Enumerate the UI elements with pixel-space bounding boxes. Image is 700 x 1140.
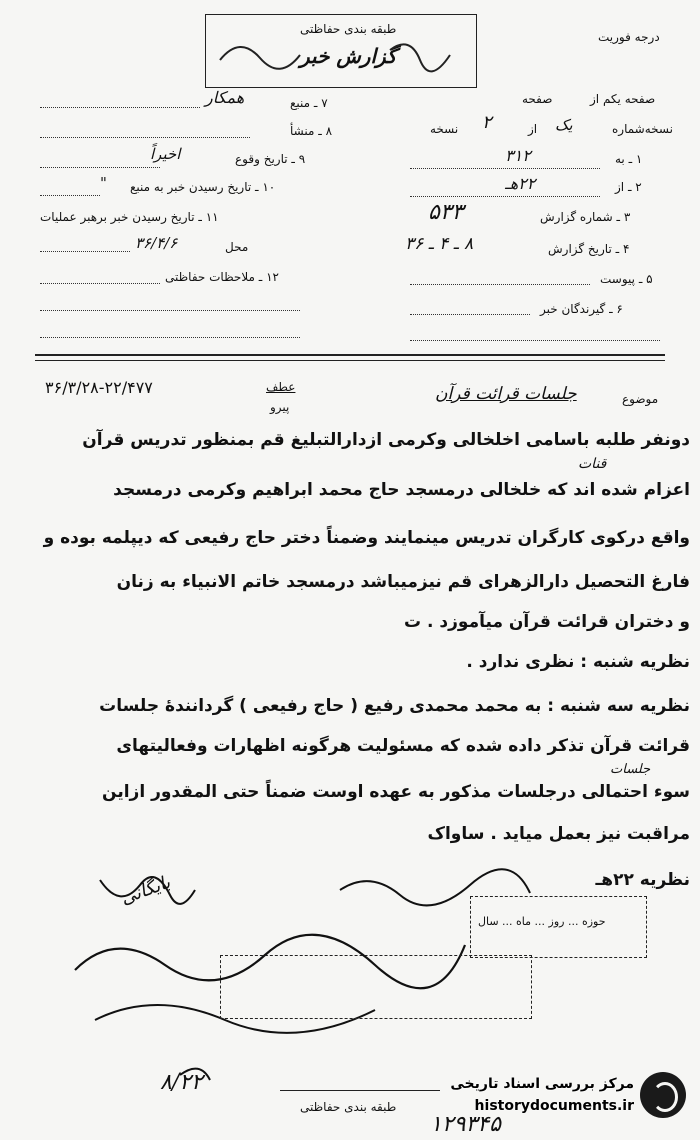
field-place-value: ۳۶/۴/۶ xyxy=(135,234,178,252)
footer-divider xyxy=(280,1090,440,1091)
body-line-4: فارغ التحصیل دارالزهرای قم نیزمیباشد درمسجد خاتم الانبیاء به زنان xyxy=(116,572,690,592)
opinion-tuesday-2: قرائت قرآن تذکر داده شده که مسئولیت هرگونه اظهارات وفعالیتهای xyxy=(116,736,690,756)
opinion-saturday: نظریه شنبه : نظری ندارد . xyxy=(466,652,690,672)
header-divider xyxy=(35,354,665,356)
document-number: ۱۲۹۳۴۵ xyxy=(430,1112,501,1137)
classification-label-top: طبقه بندی حفاظتی xyxy=(300,22,397,36)
page-label: صفحه یکم از xyxy=(590,92,656,106)
field-from-value: ۲۲هـ xyxy=(505,174,536,193)
field-leader-date-label: ۱۱ ـ تاریخ رسیدن خبر برهبر عملیات xyxy=(40,210,219,224)
priority-label: درجه فوریت xyxy=(598,30,660,44)
body-line-1: دونفر طلبه باسامی اخلخالی وکرمی ازدارالتبلیغ قم بمنظور تدریس قرآن xyxy=(82,430,690,450)
reference-label-bottom: پیرو xyxy=(270,400,290,414)
field-to-value: ۳۱۲ xyxy=(505,146,531,165)
insert-qanat: قنات xyxy=(578,456,607,472)
field-origin-label: ۸ ـ منشأ xyxy=(290,124,333,138)
field-source-date-value: " xyxy=(100,174,107,192)
insert-jalasat: جلسات xyxy=(610,762,651,777)
watermark xyxy=(420,1070,690,1130)
field-source-label: ۷ ـ منبع xyxy=(290,96,328,110)
page-suffix: صفحه xyxy=(522,92,553,106)
stamp-scribble xyxy=(210,30,470,80)
opinion-22h: نظریه ۲۲هـ xyxy=(595,870,690,890)
field-from-label: ۲ ـ از xyxy=(615,180,642,194)
field-to-label: ۱ ـ به xyxy=(615,152,643,166)
copy-value: یک xyxy=(555,116,573,134)
opinion-tuesday-3: سوء احتمالی درجلسات مذکور به عهده اوست ضمناً حتی المقدور ازاین xyxy=(102,782,690,802)
subject-value: جلسات قرائت قرآن xyxy=(435,384,577,404)
lower-stamp-box xyxy=(220,955,532,1019)
field-source-value: همکار xyxy=(205,88,245,107)
handwritten-note-archive: بایگانی xyxy=(117,871,174,910)
classification-label-bottom: طبقه بندی حفاظتی xyxy=(300,1100,397,1114)
watermark-title: مرکز بررسی اسناد تاریخی xyxy=(450,1076,634,1092)
watermark-url: historydocuments.ir xyxy=(474,1098,634,1114)
body-line-2: اعزام شده اند که خلخالی درمسجد حاج محمد ابراهیم وکرمی درمسجد xyxy=(113,480,690,500)
field-attachment-label: ۵ ـ پیوست xyxy=(600,272,653,286)
field-recipients-label: ۶ ـ گیرندگان خبر xyxy=(540,302,623,316)
reference-label-top: عطف xyxy=(266,380,296,394)
reference-number: ۳۶/۳/۲۸-۲۲/۴۷۷ xyxy=(45,378,153,397)
field-source-date-label: ۱۰ ـ تاریخ رسیدن خبر به منبع xyxy=(130,180,276,194)
copy-suffix: نسخه xyxy=(430,122,459,136)
field-event-date-label: ۹ ـ تاریخ وقوع xyxy=(235,152,306,166)
watermark-logo-inner xyxy=(652,1082,678,1112)
field-report-number-value: ۵۳۳ xyxy=(428,200,464,225)
subject-label: موضوع xyxy=(622,392,659,406)
body-line-5: و دختران قرائت قرآن میآموزد . ت xyxy=(404,612,690,632)
archive-stamp-text: حوزه‌ ... روز ... ماه ... سال xyxy=(478,915,606,928)
watermark-logo xyxy=(640,1072,686,1118)
field-report-date-label: ۴ ـ تاریخ گزارش xyxy=(548,242,630,256)
field-security-notes-label: ۱۲ ـ ملاحظات حفاظتی xyxy=(165,270,279,284)
field-place-label: محل xyxy=(225,240,249,254)
opinion-tuesday-1: نظریه سه شنبه : به محمد محمدی رفیع ( حاج رفیعی ) گردانندۀ جلسات xyxy=(99,696,690,716)
body-line-3: واقع درکوی کارگران تدریس مینمایند وضمناً دختر حاج رفیعی که دیپلمه بوده و xyxy=(43,528,690,548)
report-title: گزارش خبر xyxy=(300,44,397,68)
copy-count: ۲ xyxy=(482,112,492,133)
field-report-number-label: ۳ ـ شماره گزارش xyxy=(540,210,631,224)
handwritten-note-date: ۸/۲۲ xyxy=(160,1070,203,1095)
field-report-date-value: ۸ ـ ۴ ـ ۳۶ xyxy=(405,234,474,254)
header-divider-2 xyxy=(35,360,665,361)
opinion-tuesday-4: مراقبت نیز بعمل میاید . ساواک xyxy=(427,824,690,844)
copy-of: از xyxy=(528,122,538,136)
copy-label: نسخه‌شماره xyxy=(612,122,673,136)
field-event-date-value: اخیراً xyxy=(150,145,181,163)
